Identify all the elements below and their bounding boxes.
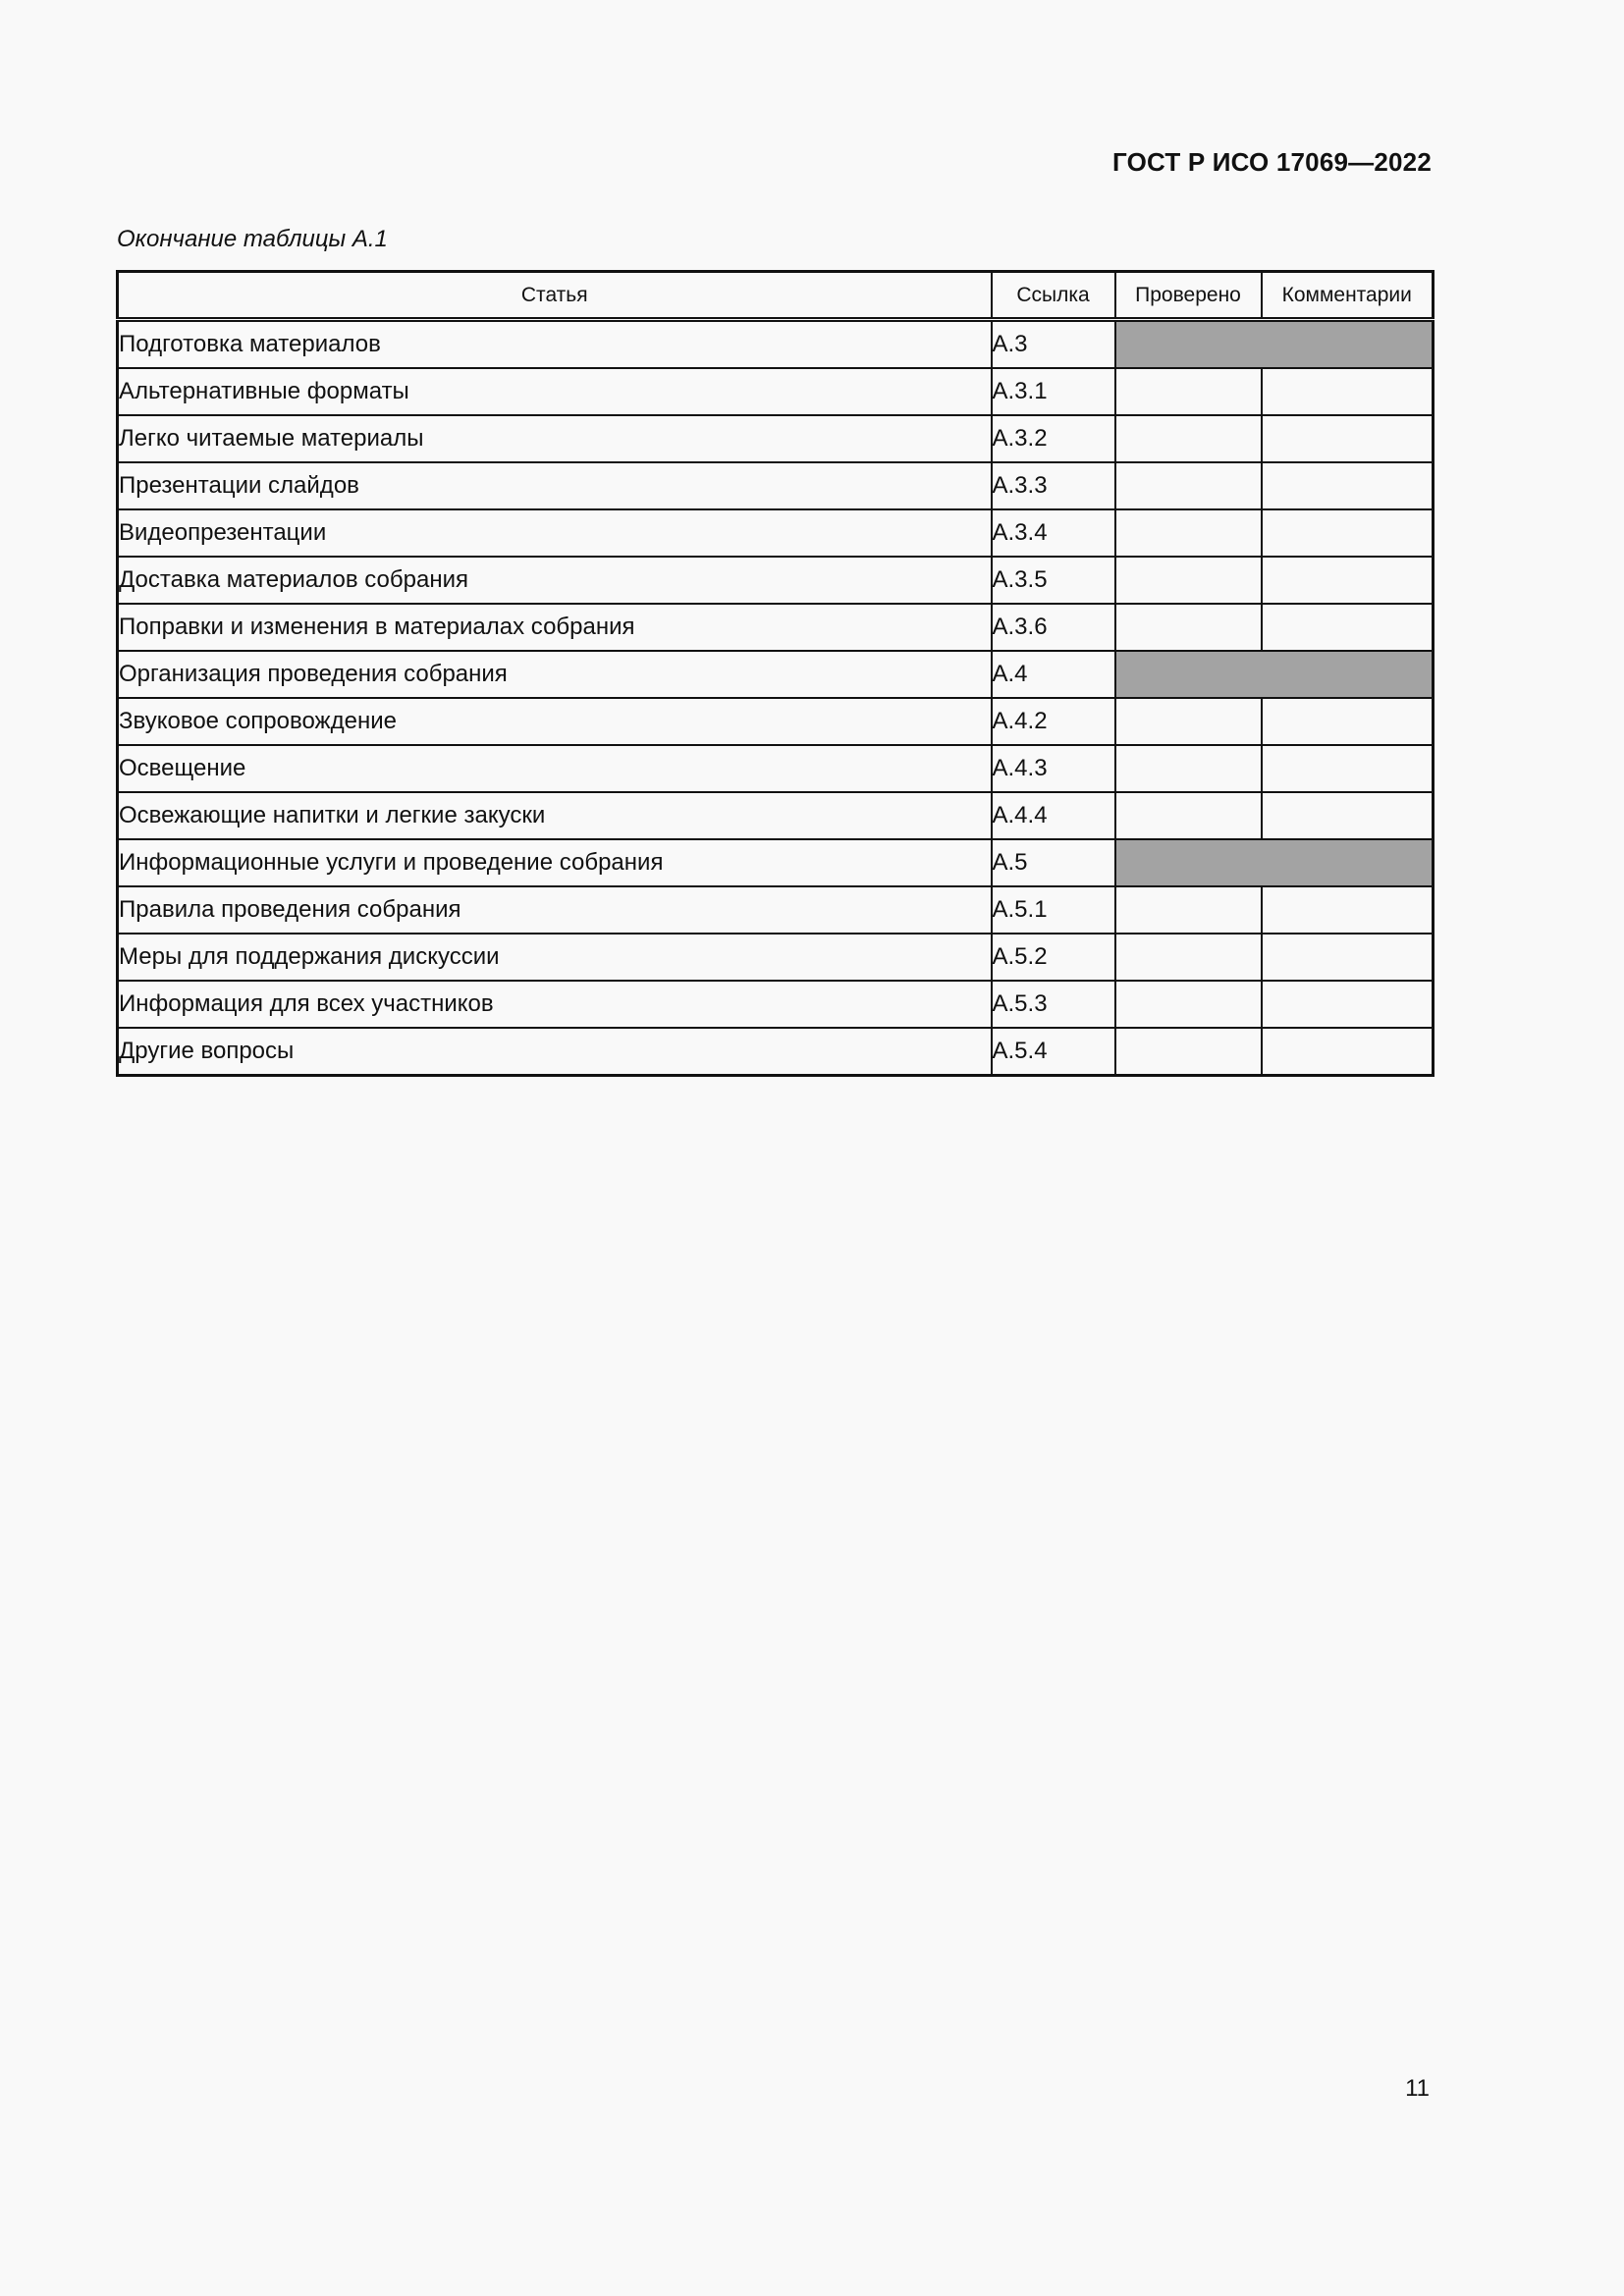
comments-cell[interactable] [1262,462,1434,509]
reference-cell: А.4.4 [992,792,1115,839]
article-cell: Информация для всех участников [118,981,992,1028]
checked-cell[interactable] [1115,1028,1262,1076]
table-caption: Окончание таблицы А.1 [117,226,388,252]
table-row [118,792,1434,839]
shaded-section-cell [1115,839,1434,886]
reference-cell: А.3.5 [992,557,1115,604]
reference-cell: А.5.3 [992,981,1115,1028]
table-row [118,415,1434,462]
table-row [118,604,1434,651]
table-row [118,698,1434,745]
column-header-comments: Комментарии [1262,272,1434,320]
checked-cell[interactable] [1115,509,1262,557]
reference-cell: А.3 [992,320,1115,369]
checked-cell[interactable] [1115,557,1262,604]
reference-cell: А.5 [992,839,1115,886]
checked-cell[interactable] [1115,604,1262,651]
article-cell: Правила проведения собрания [118,886,992,934]
table-row [118,745,1434,792]
comments-cell[interactable] [1262,934,1434,981]
article-cell: Легко читаемые материалы [118,415,992,462]
column-header-checked: Проверено [1115,272,1262,320]
comments-cell[interactable] [1262,886,1434,934]
table-row [118,934,1434,981]
reference-cell: А.3.3 [992,462,1115,509]
article-cell: Подготовка материалов [118,320,992,369]
article-cell: Доставка материалов собрания [118,557,992,604]
article-cell: Информационные услуги и проведение собрания [118,839,992,886]
comments-cell[interactable] [1262,415,1434,462]
article-cell: Меры для поддержания дискуссии [118,934,992,981]
comments-cell[interactable] [1262,604,1434,651]
article-cell: Другие вопросы [118,1028,992,1076]
checked-cell[interactable] [1115,745,1262,792]
checked-cell[interactable] [1115,462,1262,509]
comments-cell[interactable] [1262,509,1434,557]
checked-cell[interactable] [1115,415,1262,462]
document-standard-id: ГОСТ Р ИСО 17069—2022 [1111,147,1432,177]
article-cell: Презентации слайдов [118,462,992,509]
comments-cell[interactable] [1262,792,1434,839]
table-row [118,839,1434,886]
table-row [118,557,1434,604]
table-header-row [118,272,1434,320]
table-row [118,509,1434,557]
table-row [118,462,1434,509]
column-header-article: Статья [118,272,992,320]
checked-cell[interactable] [1115,368,1262,415]
comments-cell[interactable] [1262,1028,1434,1076]
comments-cell[interactable] [1262,698,1434,745]
table-row [118,886,1434,934]
checked-cell[interactable] [1115,792,1262,839]
comments-cell[interactable] [1262,368,1434,415]
reference-cell: А.3.6 [992,604,1115,651]
article-cell: Организация проведения собрания [118,651,992,698]
reference-cell: А.5.4 [992,1028,1115,1076]
reference-cell: А.3.2 [992,415,1115,462]
article-cell: Освежающие напитки и легкие закуски [118,792,992,839]
reference-cell: А.4.2 [992,698,1115,745]
reference-cell: А.3.4 [992,509,1115,557]
page-number: 11 [1405,2075,1430,2102]
article-cell: Звуковое сопровождение [118,698,992,745]
checked-cell[interactable] [1115,886,1262,934]
article-cell: Видеопрезентации [118,509,992,557]
table-row [118,320,1434,369]
table-row [118,651,1434,698]
article-cell: Освещение [118,745,992,792]
checklist-table [116,270,1435,1077]
table-row [118,981,1434,1028]
checked-cell[interactable] [1115,934,1262,981]
table-row [118,368,1434,415]
reference-cell: А.5.2 [992,934,1115,981]
reference-cell: А.4 [992,651,1115,698]
column-header-reference: Ссылка [992,272,1115,320]
table-body [118,320,1434,1076]
reference-cell: А.3.1 [992,368,1115,415]
comments-cell[interactable] [1262,745,1434,792]
shaded-section-cell [1115,651,1434,698]
comments-cell[interactable] [1262,981,1434,1028]
table-row [118,1028,1434,1076]
article-cell: Поправки и изменения в материалах собрания [118,604,992,651]
reference-cell: А.4.3 [992,745,1115,792]
article-cell: Альтернативные форматы [118,368,992,415]
checked-cell[interactable] [1115,698,1262,745]
comments-cell[interactable] [1262,557,1434,604]
reference-cell: А.5.1 [992,886,1115,934]
shaded-section-cell [1115,320,1434,369]
checked-cell[interactable] [1115,981,1262,1028]
